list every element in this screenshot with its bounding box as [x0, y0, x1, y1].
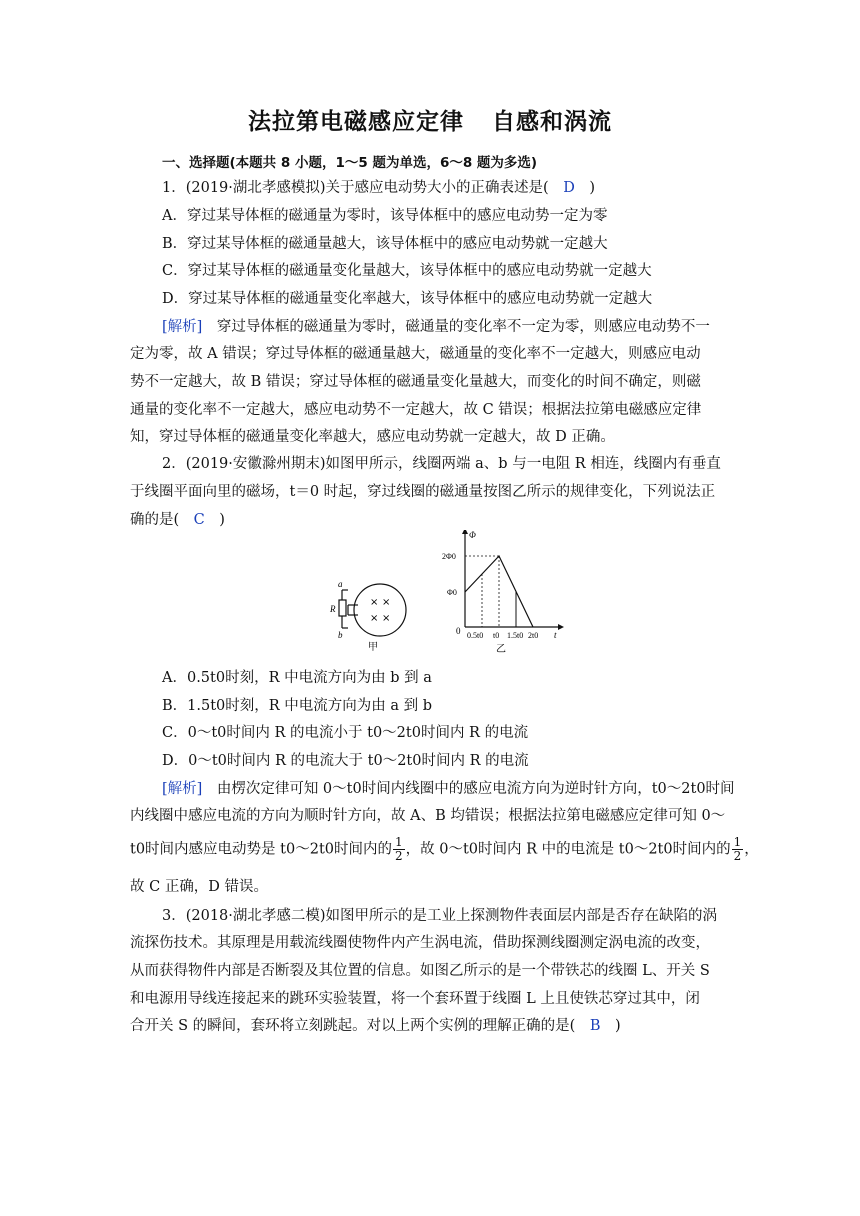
q2-answer: C — [193, 512, 205, 528]
q2-option-d: D．0～t0时间内 R 的电流大于 t0～2t0时间内 R 的电流 — [162, 753, 529, 769]
coil-circuit-diagram — [329, 579, 406, 653]
q2-analysis-line: 故 C 正确，D 错误。 — [130, 879, 269, 895]
y-axis-label: Φ — [469, 530, 476, 540]
q1-analysis-line: 定为零，故 A 错误；穿过导体框的磁通量越大，磁通量的变化率不一定越大，则感应电动 — [130, 346, 701, 362]
q1-analysis-line: 势不一定越大，故 B 错误；穿过导体框的磁通量变化量越大，而变化的时间不确定，则磁 — [130, 374, 701, 390]
origin-label: 0 — [456, 626, 461, 636]
svg-text:×: × — [370, 613, 379, 624]
label-b: b — [338, 630, 343, 640]
q1-stem: 1．(2019·湖北孝感模拟)关于感应电动势大小的正确表述是( D ) — [162, 180, 596, 196]
q1-option-b: B．穿过某导体框的磁通量越大，该导体框中的感应电动势就一定越大 — [162, 236, 608, 252]
q1-analysis-line: 通量的变化率不一定越大，感应电动势不一定越大，故 C 错误；根据法拉第电磁感应定律 — [130, 402, 702, 418]
q2-option-b: B．1.5t0时刻，R 中电流方向为由 a 到 b — [162, 698, 433, 714]
t-tick-t0: t0 — [493, 631, 500, 640]
label-r: R — [330, 604, 336, 614]
q2-analysis-line: t0时间内感应电动势是 t0～2t0时间内的 $\frac{1}{2}$ ，故 0～t0时间内 R 中的电流是 t0～2t0时间内的 $\frac{1}{2}$ ， — [130, 835, 759, 863]
t-tick-05t0: 0.5t0 — [467, 631, 484, 640]
q1-option-a: A．穿过某导体框的磁通量为零时，该导体框中的感应电动势一定为零 — [162, 208, 608, 224]
flux-time-graph — [442, 530, 564, 655]
q1-answer: D — [563, 180, 575, 196]
q2-option-a: A．0.5t0时刻，R 中电流方向为由 b 到 a — [162, 670, 432, 686]
q1-option-c: C．穿过某导体框的磁通量变化量越大，该导体框中的感应电动势就一定越大 — [162, 263, 652, 279]
t-tick-2t0: 2t0 — [528, 631, 539, 640]
q3-answer: B — [589, 1018, 601, 1034]
svg-text:×: × — [370, 597, 379, 608]
label-a: a — [338, 579, 343, 589]
y-tick-phi0: Φ0 — [447, 588, 457, 597]
q1-analysis-line: [解析] 穿过导体框的磁通量为零时，磁通量的变化率不一定为零，则感应电动势不一 — [162, 319, 710, 335]
y-tick-2phi0: 2Φ0 — [442, 552, 456, 561]
q2-analysis-line: 内线圈中感应电流的方向为顺时针方向，故 A、B 均错误；根据法拉第电磁感应定律可知 0～ — [130, 808, 726, 824]
fraction-half: $\frac{1}{2}$ — [395, 835, 403, 863]
q2-figure — [328, 530, 568, 655]
analysis-tag: [解析] — [162, 781, 203, 797]
svg-text:×: × — [382, 597, 391, 608]
q2-analysis-line: [解析] 由楞次定律可知 0～t0时间内线圈中的感应电流方向为逆时针方向，t0～2t0时间 — [162, 781, 735, 797]
q1-analysis-line: 知，穿过导体框的磁通量变化率越大，感应电动势就一定越大，故 D 正确。 — [130, 429, 615, 445]
q2-stem-line: 于线圈平面向里的磁场，t＝0 时起，穿过线圈的磁通量按图乙所示的规律变化，下列说法正 — [130, 484, 716, 500]
q2-option-c: C．0～t0时间内 R 的电流小于 t0～2t0时间内 R 的电流 — [162, 725, 529, 741]
analysis-tag: [解析] — [162, 319, 203, 335]
figure-caption-right: 乙 — [496, 644, 506, 655]
svg-text:×: × — [382, 613, 391, 624]
fraction-half: $\frac{1}{2}$ — [733, 835, 742, 863]
q3-stem-line: 从而获得物件内部是否断裂及其位置的信息。如图乙所示的是一个带铁芯的线圈 L、开关 S — [130, 963, 710, 979]
q3-stem-line: 和电源用导线连接起来的跳环实验装置，将一个套环置于线圈 L 上且使铁芯穿过其中，闭 — [130, 991, 700, 1007]
q3-stem-line: 合开关 S 的瞬间，套环将立刻跳起。对以上两个实例的理解正确的是( B ) — [130, 1018, 621, 1034]
q2-stem-line: 确的是( C ) — [130, 512, 225, 528]
t-tick-15t0: 1.5t0 — [507, 631, 524, 640]
figure-caption-left: 甲 — [368, 642, 378, 653]
section-heading: 一、选择题(本题共 8 小题，1～5 题为单选，6～8 题为多选) — [162, 155, 538, 171]
q1-option-d: D．穿过某导体框的磁通量变化率越大，该导体框中的感应电动势就一定越大 — [162, 291, 653, 307]
q3-stem-line: 3．(2018·湖北孝感二模)如图甲所示的是工业上探测物件表面层内部是否存在缺陷的涡 — [162, 908, 718, 924]
q2-stem-line: 2．(2019·安徽滁州期末)如图甲所示，线圈两端 a、b 与一电阻 R 相连，线圈内有垂直 — [162, 456, 721, 472]
q3-stem-line: 流探伤技术。其原理是用载流线圈使物件内产生涡电流，借助探测线圈测定涡电流的改变， — [130, 935, 710, 951]
t-axis-label: t — [554, 630, 557, 640]
page-title: 法拉第电磁感应定律 自感和涡流 — [248, 109, 612, 135]
